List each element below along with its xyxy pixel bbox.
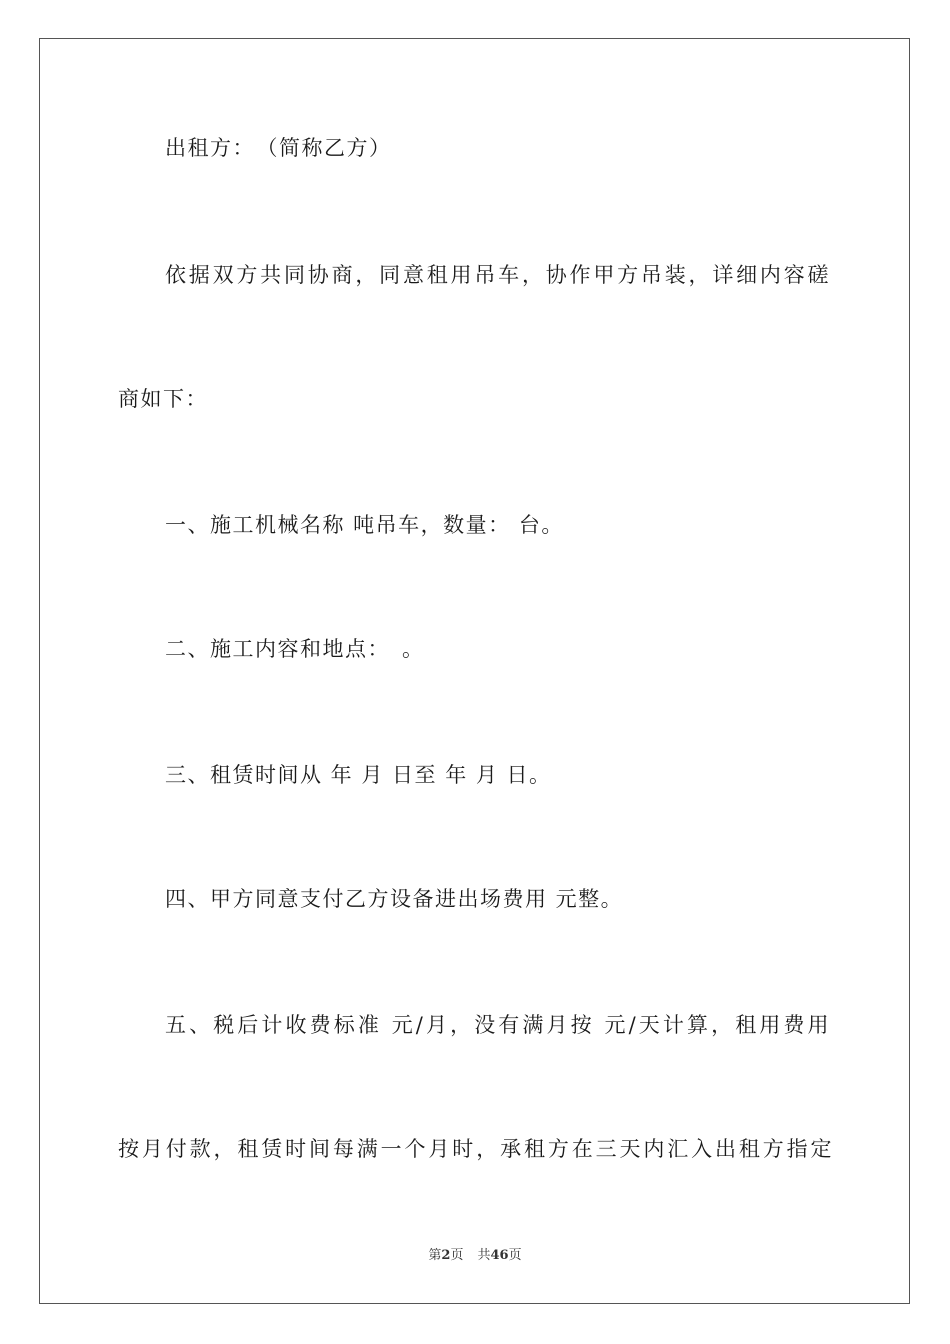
page-footer <box>0 1247 950 1265</box>
clause-2-content-location: 二、施工内容和地点： 。 <box>165 637 425 661</box>
clause-5-fee-standard-line-2: 按月付款，租赁时间每满一个月时，承租方在三天内汇入出租方指定 <box>118 1137 833 1161</box>
agreement-intro-line-1: 依据双方共同协商，同意租用吊车，协作甲方吊装，详细内容磋 <box>165 263 830 287</box>
page-frame <box>39 38 910 1304</box>
lessor-line: 出租方： （简称乙方） <box>165 136 392 160</box>
footer-page-number: 2 <box>441 1248 451 1263</box>
agreement-intro-line-2: 商如下： <box>118 387 208 411</box>
footer-total-suffix: 页 <box>508 1248 522 1263</box>
clause-5-fee-standard-line-1: 五、税后计收费标准 元/月，没有满月按 元/天计算，租用费用 <box>165 1013 830 1037</box>
footer-page-prefix: 第 <box>428 1248 442 1263</box>
clause-4-entry-exit-fee: 四、甲方同意支付乙方设备进出场费用 元整。 <box>165 887 624 911</box>
footer-total-prefix: 共 <box>477 1248 491 1263</box>
footer-total-pages: 46 <box>490 1248 509 1263</box>
clause-3-rental-period: 三、租赁时间从 年 月 日至 年 月 日。 <box>165 763 552 787</box>
clause-1-machinery: 一、施工机械名称 吨吊车，数量： 台。 <box>165 513 564 537</box>
footer-page-suffix: 页 <box>450 1248 464 1263</box>
